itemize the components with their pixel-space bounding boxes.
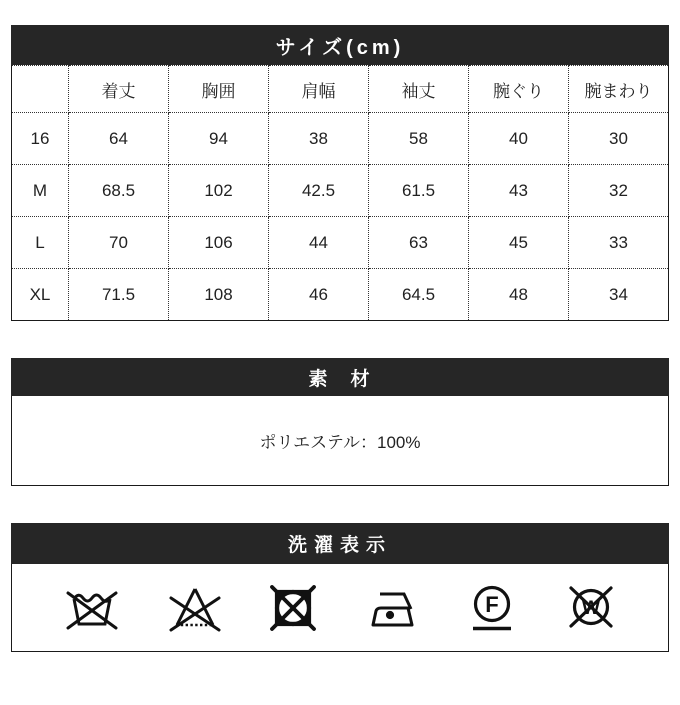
col-header-length: 着丈 bbox=[69, 66, 169, 113]
iron-low-one-dot-icon bbox=[365, 584, 421, 632]
size-section-title: サイズ(cm) bbox=[275, 36, 405, 59]
material-section-header bbox=[11, 358, 669, 396]
dry-clean-petroleum-icon bbox=[468, 584, 516, 632]
wet-clean-letter: W bbox=[582, 597, 600, 619]
size-section bbox=[11, 25, 669, 321]
row-label: 16 bbox=[12, 113, 69, 165]
size-cell: 48 bbox=[469, 269, 569, 321]
size-cell: 42.5 bbox=[269, 165, 369, 217]
col-header-shoulder: 肩幅 bbox=[269, 66, 369, 113]
size-cell: 108 bbox=[169, 269, 269, 321]
size-table bbox=[11, 65, 669, 321]
care-symbols-row bbox=[11, 564, 669, 652]
do-not-tumble-dry-icon bbox=[269, 584, 317, 632]
dry-clean-letter: F bbox=[485, 591, 500, 617]
size-cell: 30 bbox=[569, 113, 669, 165]
size-cell: 71.5 bbox=[69, 269, 169, 321]
size-cell: 38 bbox=[269, 113, 369, 165]
size-cell: 40 bbox=[469, 113, 569, 165]
size-cell: 34 bbox=[569, 269, 669, 321]
size-cell: 43 bbox=[469, 165, 569, 217]
size-cell: 106 bbox=[169, 217, 269, 269]
size-cell: 70 bbox=[69, 217, 169, 269]
size-cell: 64 bbox=[69, 113, 169, 165]
size-cell: 45 bbox=[469, 217, 569, 269]
product-spec-image bbox=[0, 25, 680, 705]
size-cell: 32 bbox=[569, 165, 669, 217]
care-section-title: 洗濯表示 bbox=[287, 535, 392, 556]
col-header-armhole: 腕ぐり bbox=[469, 66, 569, 113]
col-header-chest: 胸囲 bbox=[169, 66, 269, 113]
size-cell: 63 bbox=[369, 217, 469, 269]
do-not-wet-clean-icon bbox=[564, 584, 618, 632]
size-cell: 58 bbox=[369, 113, 469, 165]
material-section-title: 素 材 bbox=[308, 368, 372, 390]
size-cell: 68.5 bbox=[69, 165, 169, 217]
col-header-sleeve: 袖丈 bbox=[369, 66, 469, 113]
size-table-header-row bbox=[12, 66, 669, 113]
row-label: M bbox=[12, 165, 69, 217]
col-header-arm: 腕まわり bbox=[569, 66, 669, 113]
size-row-m bbox=[12, 165, 669, 217]
size-cell: 33 bbox=[569, 217, 669, 269]
size-section-header bbox=[11, 25, 669, 65]
material-text: ポリエステル：100% bbox=[259, 433, 421, 452]
size-cell: 64.5 bbox=[369, 269, 469, 321]
size-cell: 102 bbox=[169, 165, 269, 217]
care-section bbox=[11, 523, 669, 652]
size-row-xl bbox=[12, 269, 669, 321]
size-row-16 bbox=[12, 113, 669, 165]
size-cell: 94 bbox=[169, 113, 269, 165]
size-cell: 44 bbox=[269, 217, 369, 269]
do-not-wash-icon bbox=[64, 584, 120, 632]
size-cell: 61.5 bbox=[369, 165, 469, 217]
do-not-bleach-icon bbox=[168, 584, 222, 632]
material-content bbox=[11, 396, 669, 486]
care-section-header bbox=[11, 523, 669, 564]
size-cell: 46 bbox=[269, 269, 369, 321]
size-table-corner-cell bbox=[12, 66, 69, 113]
size-row-l bbox=[12, 217, 669, 269]
row-label: XL bbox=[12, 269, 69, 321]
row-label: L bbox=[12, 217, 69, 269]
material-section bbox=[11, 358, 669, 486]
